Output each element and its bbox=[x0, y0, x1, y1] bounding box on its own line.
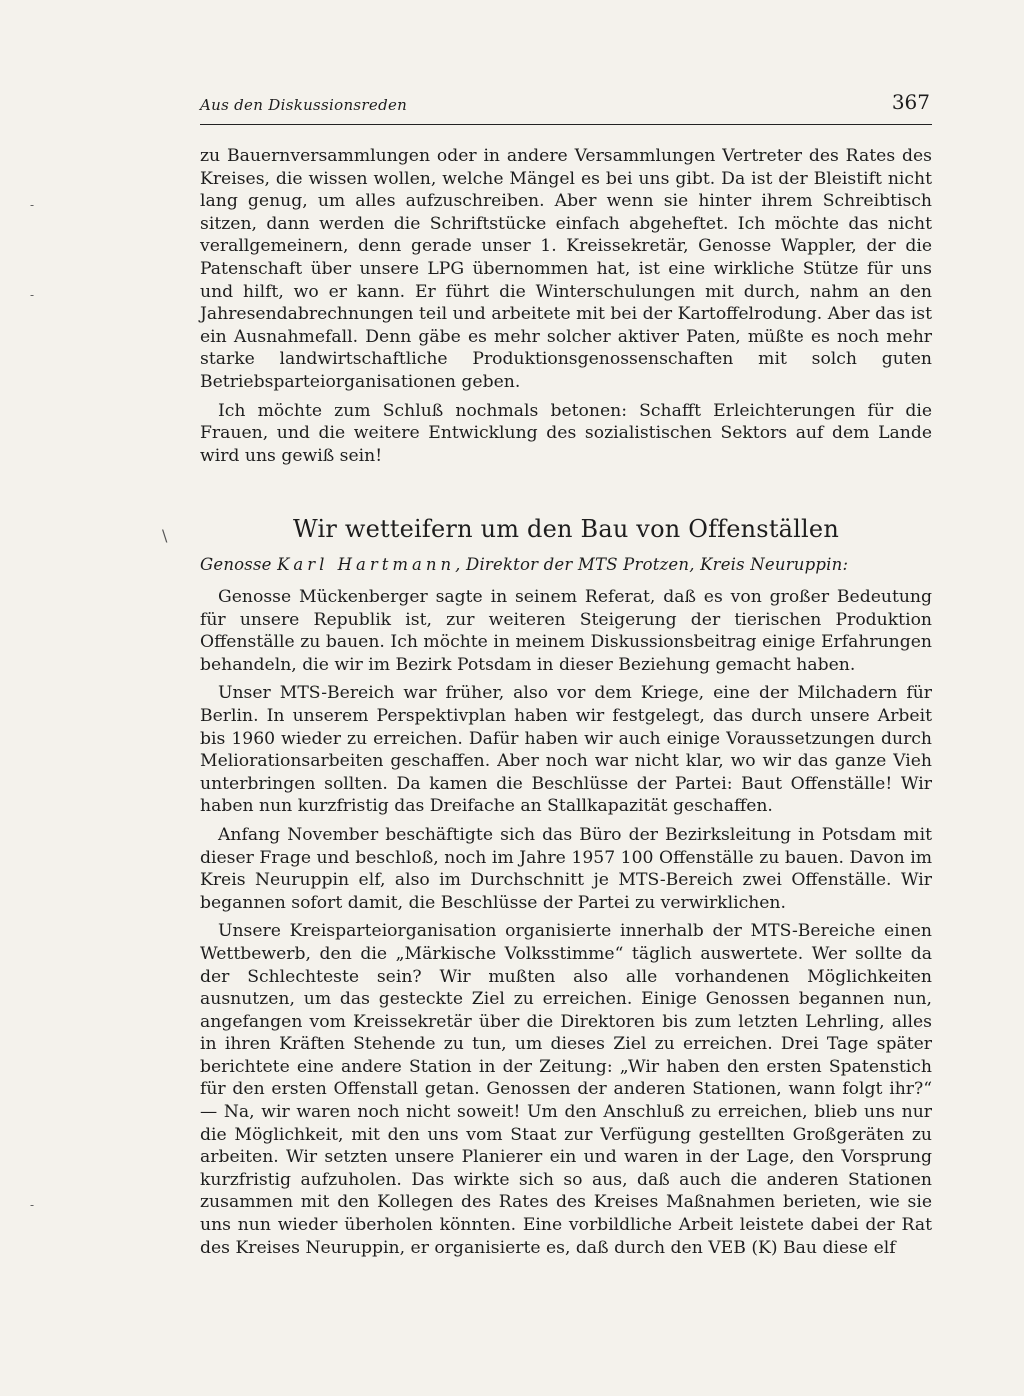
paragraph: Unsere Kreisparteiorganisation organisierte innerhalb der MTS-Bereiche einen Wettbewerb, den die „Märkische Volksstimme“ täglich auswertete. Wer sollte da der Schlechteste sein? Wir mußten also alle vorhandenen Möglichkeiten ausnutzen, um das gesteckte Ziel zu erreichen. Einige Genossen begannen nun, angefangen vom Kreissekretär über die Direktoren bis zum letzten Lehrling, alles in ihren Kräften Stehende zu tun, um dieses Ziel zu erreichen. Drei Tage später berichtete eine andere Station in der Zeitung: „Wir haben den ersten Spatenstich für den ersten Offenstall getan. Genossen der anderen Stationen, wann folgt ihr?“ — Na, wir waren noch nicht soweit! Um den Anschluß zu erreichen, blieb uns nur die Möglichkeit, mit den uns vom Staat zur Verfügung gestellten Großgeräten zu arbeiten. Wir setzten unsere Planierer ein und waren in der Lage, den Vorsprung kurzfristig aufzuholen. Das wirkte sich so aus, daß auch die anderen Stationen zusammen mit den Kollegen des Rates des Kreises Maßnahmen berieten, wie sie uns nun wieder überholen könnten. Eine vorbildliche Arbeit leistete dabei der Rat des Kreises Neuruppin, er organisierte es, daß durch den VEB (K) Bau diese elf bbox=[200, 921, 932, 1258]
scan-speck: - bbox=[30, 1198, 35, 1212]
scan-speck: - bbox=[30, 288, 35, 302]
page-header bbox=[200, 90, 932, 125]
section-title: Wir wetteifern um den Bau von Offenställen bbox=[293, 515, 839, 543]
byline-name: Karl Hartmann bbox=[277, 555, 456, 574]
paragraph: Ich möchte zum Schluß nochmals betonen: Schafft Erleichterungen für die Frauen, und die weitere Entwicklung des sozialistischen Sektors auf dem Lande wird uns gewiß sein! bbox=[200, 400, 932, 466]
paragraph: Unser MTS-Bereich war früher, also vor dem Kriege, eine der Milchadern für Berlin. In unserem Perspektivplan haben wir festgelegt, das durch unsere Arbeit bis 1960 wieder zu erreichen. Dafür haben wir auch einige Voraussetzungen durch Meliorationsarbeiten geschaffen. Aber noch war nicht klar, wo wir das ganze Vieh unterbringen sollten. Da kamen die Beschlüsse der Partei: Baut Offenställe! Wir haben nun kurzfristig das Dreifache an Stallkapazität geschaffen. bbox=[200, 683, 932, 817]
paragraph: Anfang November beschäftigte sich das Büro der Bezirksleitung in Potsdam mit dieser Frage und beschloß, noch im Jahre 1957 100 Offenställe zu bauen. Davon im Kreis Neuruppin elf, also im Durchschnitt je MTS-Bereich zwei Offenställe. Wir begannen sofort damit, die Beschlüsse der Partei zu verwirklichen. bbox=[200, 824, 932, 913]
scan-speck: - bbox=[30, 198, 35, 212]
paragraph: Genosse Mückenberger sagte in seinem Referat, daß es von großer Bedeutung für unsere Republik ist, zur weiteren Steigerung der tierischen Produktion Offenställe zu bauen. Ich möchte in meinem Diskussionsbeitrag einige Erfahrungen behandeln, die wir im Bezirk Potsdam in dieser Beziehung gemacht haben. bbox=[200, 587, 932, 675]
paragraph: zu Bauernversammlungen oder in andere Versammlungen Vertreter des Rates des Kreises, die wissen wollen, welche Mängel es bei uns gibt. Da ist der Bleistift nicht lang genug, um alles aufzuschreiben. Aber wenn sie hinter ihrem Schreibtisch sitzen, dann werden die Schriftstücke einfach abgeheftet. Ich möchte das nicht verallgemeinern, denn gerade unser 1. Kreissekretär, Genosse Wappler, der die Patenschaft über unsere LPG übernommen hat, ist eine wirkliche Stütze für uns und hilft, wo er kann. Er führt die Winterschulungen mit durch, nahm an den Jahresendabrechnungen teil und arbeitete mit bei der Kartoffelrodung. Aber das ist ein Ausnahmefall. Denn gäbe es mehr solcher aktiver Paten, müßte es noch mehr starke landwirtschaftliche Produktionsgenossenschaften mit solch guten Betriebsparteiorganisationen geben. bbox=[200, 146, 932, 392]
intro-text bbox=[200, 145, 932, 467]
page-number: 367 bbox=[891, 90, 930, 114]
byline-suffix: , Direktor der MTS Protzen, Kreis Neuruppin: bbox=[455, 555, 849, 574]
running-head: Aus den Diskussionsreden bbox=[200, 96, 408, 114]
byline-prefix: Genosse bbox=[200, 555, 272, 574]
article-section bbox=[200, 515, 932, 1265]
byline bbox=[200, 555, 932, 574]
scan-speck: \ bbox=[162, 526, 168, 545]
